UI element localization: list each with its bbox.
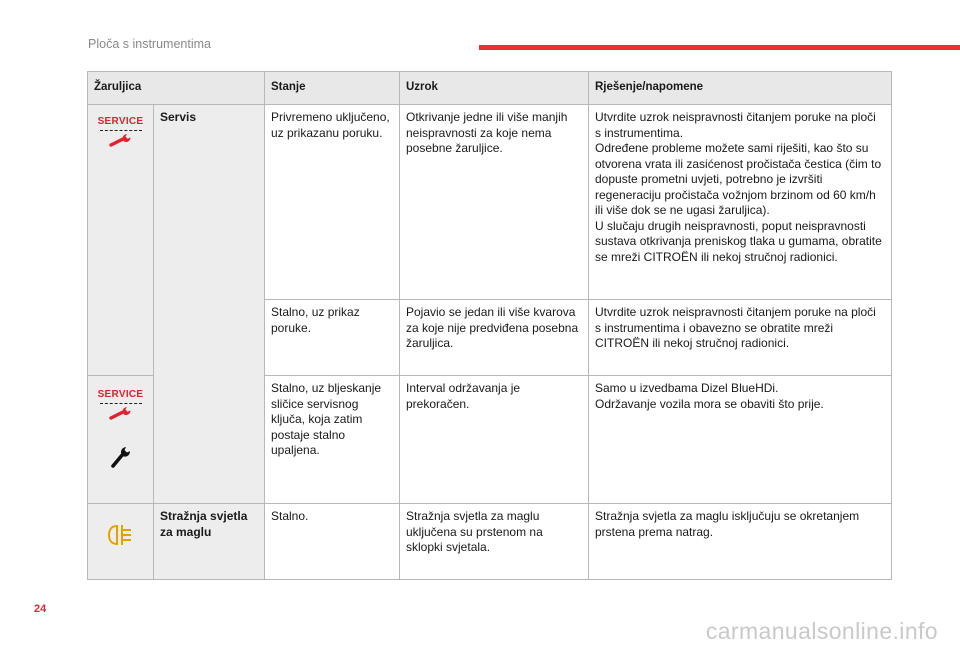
page-number: 24 [34, 603, 47, 615]
service-row3-state: Stalno, uz bljeskanje sličice servisnog ključa, koja zatim postaje stalno upaljena. [265, 376, 400, 504]
fog-icon-cell [88, 504, 154, 580]
warning-lamp-table [87, 71, 892, 580]
solution-line: U slučaju drugih neispravnosti, poput neispravnosti sustava otkrivanja preniskog tlaka u gumama, obratite se mreži CITROËN ili nekoj stručnoj radionici. [595, 218, 882, 264]
wrench-icon [110, 445, 132, 469]
page-header-title: Ploča s instrumentima [88, 37, 211, 51]
service-row2-solution: Utvrdite uzrok neispravnosti čitanjem poruke na ploči s instrumentima i obavezno se obratite mreži CITROËN ili nekoj stručnoj radionici. [589, 300, 892, 376]
fog-name-cell [154, 504, 265, 580]
service-row3-solution [589, 376, 892, 504]
solution-line: Utvrdite uzrok neispravnosti čitanjem poruke na ploči s instrumentima. [595, 110, 876, 140]
service-dashed-line [100, 403, 142, 404]
service-icon-label: SERVICE [97, 389, 144, 400]
service-icon-cell [88, 105, 154, 376]
service-dashed-line [100, 130, 142, 131]
header-state: Stanje [265, 72, 400, 105]
fog-name: Stražnja svjetla za maglu [160, 509, 248, 539]
header-solution: Rješenje/napomene [589, 72, 892, 105]
service-wrench-icon [94, 105, 147, 148]
fog-state: Stalno. [265, 504, 400, 580]
service-row1-state: Privremeno uključeno, uz prikazanu poruku. [265, 105, 400, 300]
rear-fog-lamp-icon [106, 522, 136, 548]
table-row [88, 504, 892, 580]
fog-cause: Stražnja svjetla za maglu uključena su prstenom na sklopki svjetala. [400, 504, 589, 580]
wrench-red-icon [108, 405, 134, 421]
solution-line: Samo u izvedbama Dizel BlueHDi. [595, 381, 779, 395]
service-row2-state: Stalno, uz prikaz poruke. [265, 300, 400, 376]
header-cause: Uzrok [400, 72, 589, 105]
service-wrench-icon [94, 376, 147, 469]
header-accent-bar [479, 45, 960, 50]
header-lamp: Žaruljica [88, 72, 265, 105]
service-name: Servis [160, 110, 197, 124]
solution-line: Određene probleme možete sami riješiti, kao što su otvorena vrata ili zasićenost pročistača čestica (čim to dopuste prometni uvjeti, potrebno je izvršiti regeneraciju pročistača vožnjom brzinom od 60 km/h ili više dok se ne ugasi žaruljica). [595, 141, 882, 217]
table-row [88, 105, 892, 300]
service-maintenance-icon-cell [88, 376, 154, 504]
wrench-red-icon [108, 132, 134, 148]
service-name-cell [154, 105, 265, 504]
table-header-row [88, 72, 892, 105]
service-row2-cause: Pojavio se jedan ili više kvarova za koje nije predviđena posebna žaruljica. [400, 300, 589, 376]
fog-solution: Stražnja svjetla za maglu isključuju se okretanjem prstena prema natrag. [589, 504, 892, 580]
service-row3-cause: Interval održavanja je prekoračen. [400, 376, 589, 504]
watermark-text: carmanualsonline.info [705, 618, 938, 644]
service-row1-solution [589, 105, 892, 300]
service-row1-cause: Otkrivanje jedne ili više manjih neispravnosti za koje nema posebne žaruljice. [400, 105, 589, 300]
service-icon-label: SERVICE [97, 116, 144, 127]
solution-line: Održavanje vozila mora se obaviti što prije. [595, 396, 824, 411]
